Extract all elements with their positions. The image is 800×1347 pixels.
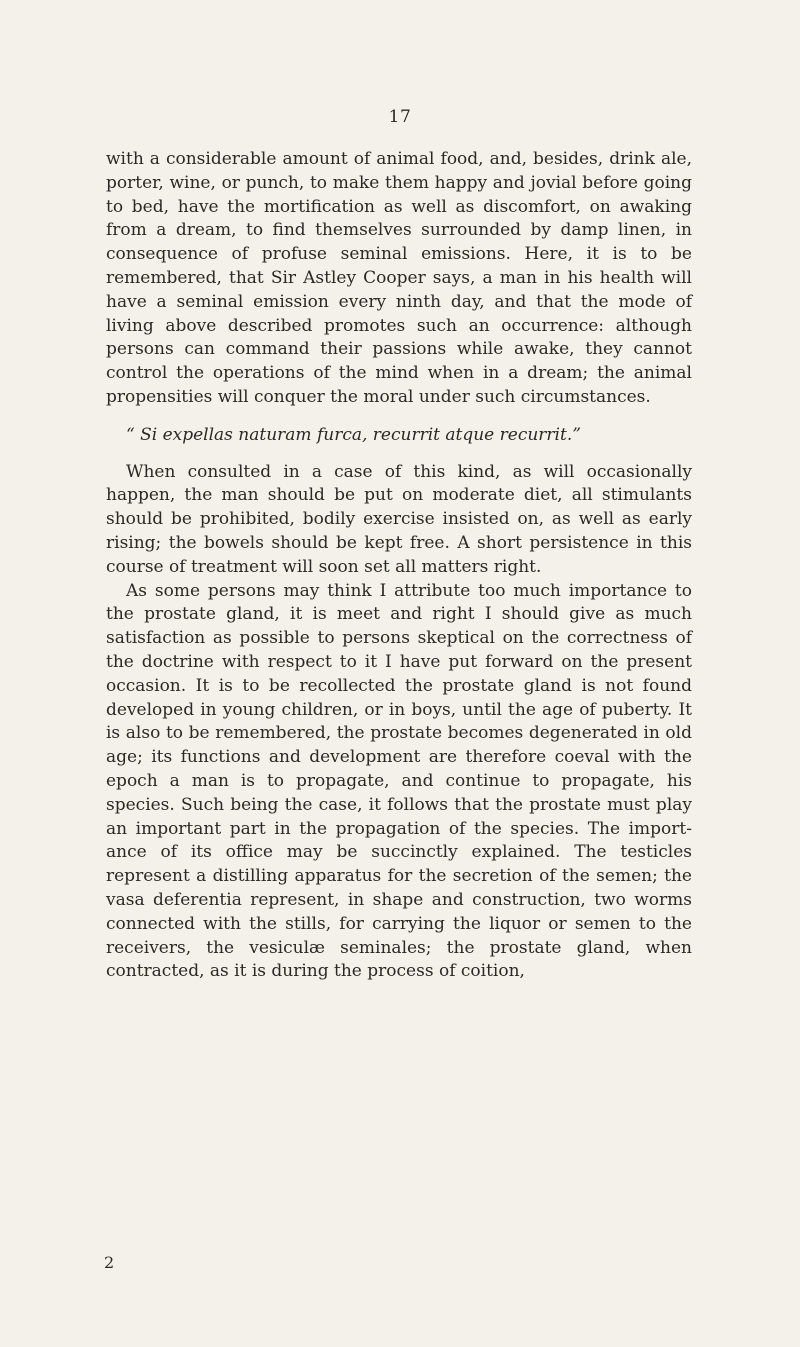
paragraph-continuation: with a considerable amount of animal food, and, besides, drink ale, porter, wine, or punch, to make them happy and jovial before going to bed, have the mortification as well as discomfort, on awaking from a dream, to find themselves surrounded by damp linen, in consequence of profuse seminal emissions. Here, it is to be remembered, that Sir Astley Cooper says, a man in his health will have a seminal emission every ninth day, and that the mode of living above described promotes such an occurrence: although persons can command their passions while awake, they cannot control the operations of the mind when in a dream; the animal propensities will conquer the moral under such circumstances.	[106, 149, 692, 407]
signature-mark: 2	[104, 1253, 115, 1272]
latin-quotation: “ Si expellas naturam furca, recurrit atque recurrit.”	[126, 424, 581, 445]
paragraph-prostate: As some persons may think I attribute too much importance to the prostate gland, it is meet and right I should give as much satisfaction as possible to persons skeptical on the correctness of the doctrine with respect to it I have put forward on the present occasion. It is to be recollected the prostate gland is not found developed in young children, or in boys, until the age of puberty. It is also to be remembered, the prostate becomes degenerated in old age; its functions and development are therefore coeval with the epoch a man is to propagate, and continue to propagate, his species. Such being the case, it follows that the prostate must play an important part in the propagation of the species. The importance of its office may be succinctly explained. The testicles represent a distilling apparatus for the secretion of the semen; the vasa deferentia represent, in shape and construction, two worms connected with the stills, for carrying the liquor or semen to the receivers, the vesiculæ seminales; the prostate gland, when contracted, as it is during the process of coition,	[106, 580, 692, 982]
page-number: 17	[388, 107, 412, 127]
paragraph-treatment: When consulted in a case of this kind, as will occasionally happen, the man should be put on moderate diet, all stimulants should be prohibited, bodily exercise insisted on, as well as early rising; the bowels should be kept free. A short persistence in this course of treatment will soon set all matters right.	[106, 461, 692, 577]
body-text	[106, 148, 692, 984]
